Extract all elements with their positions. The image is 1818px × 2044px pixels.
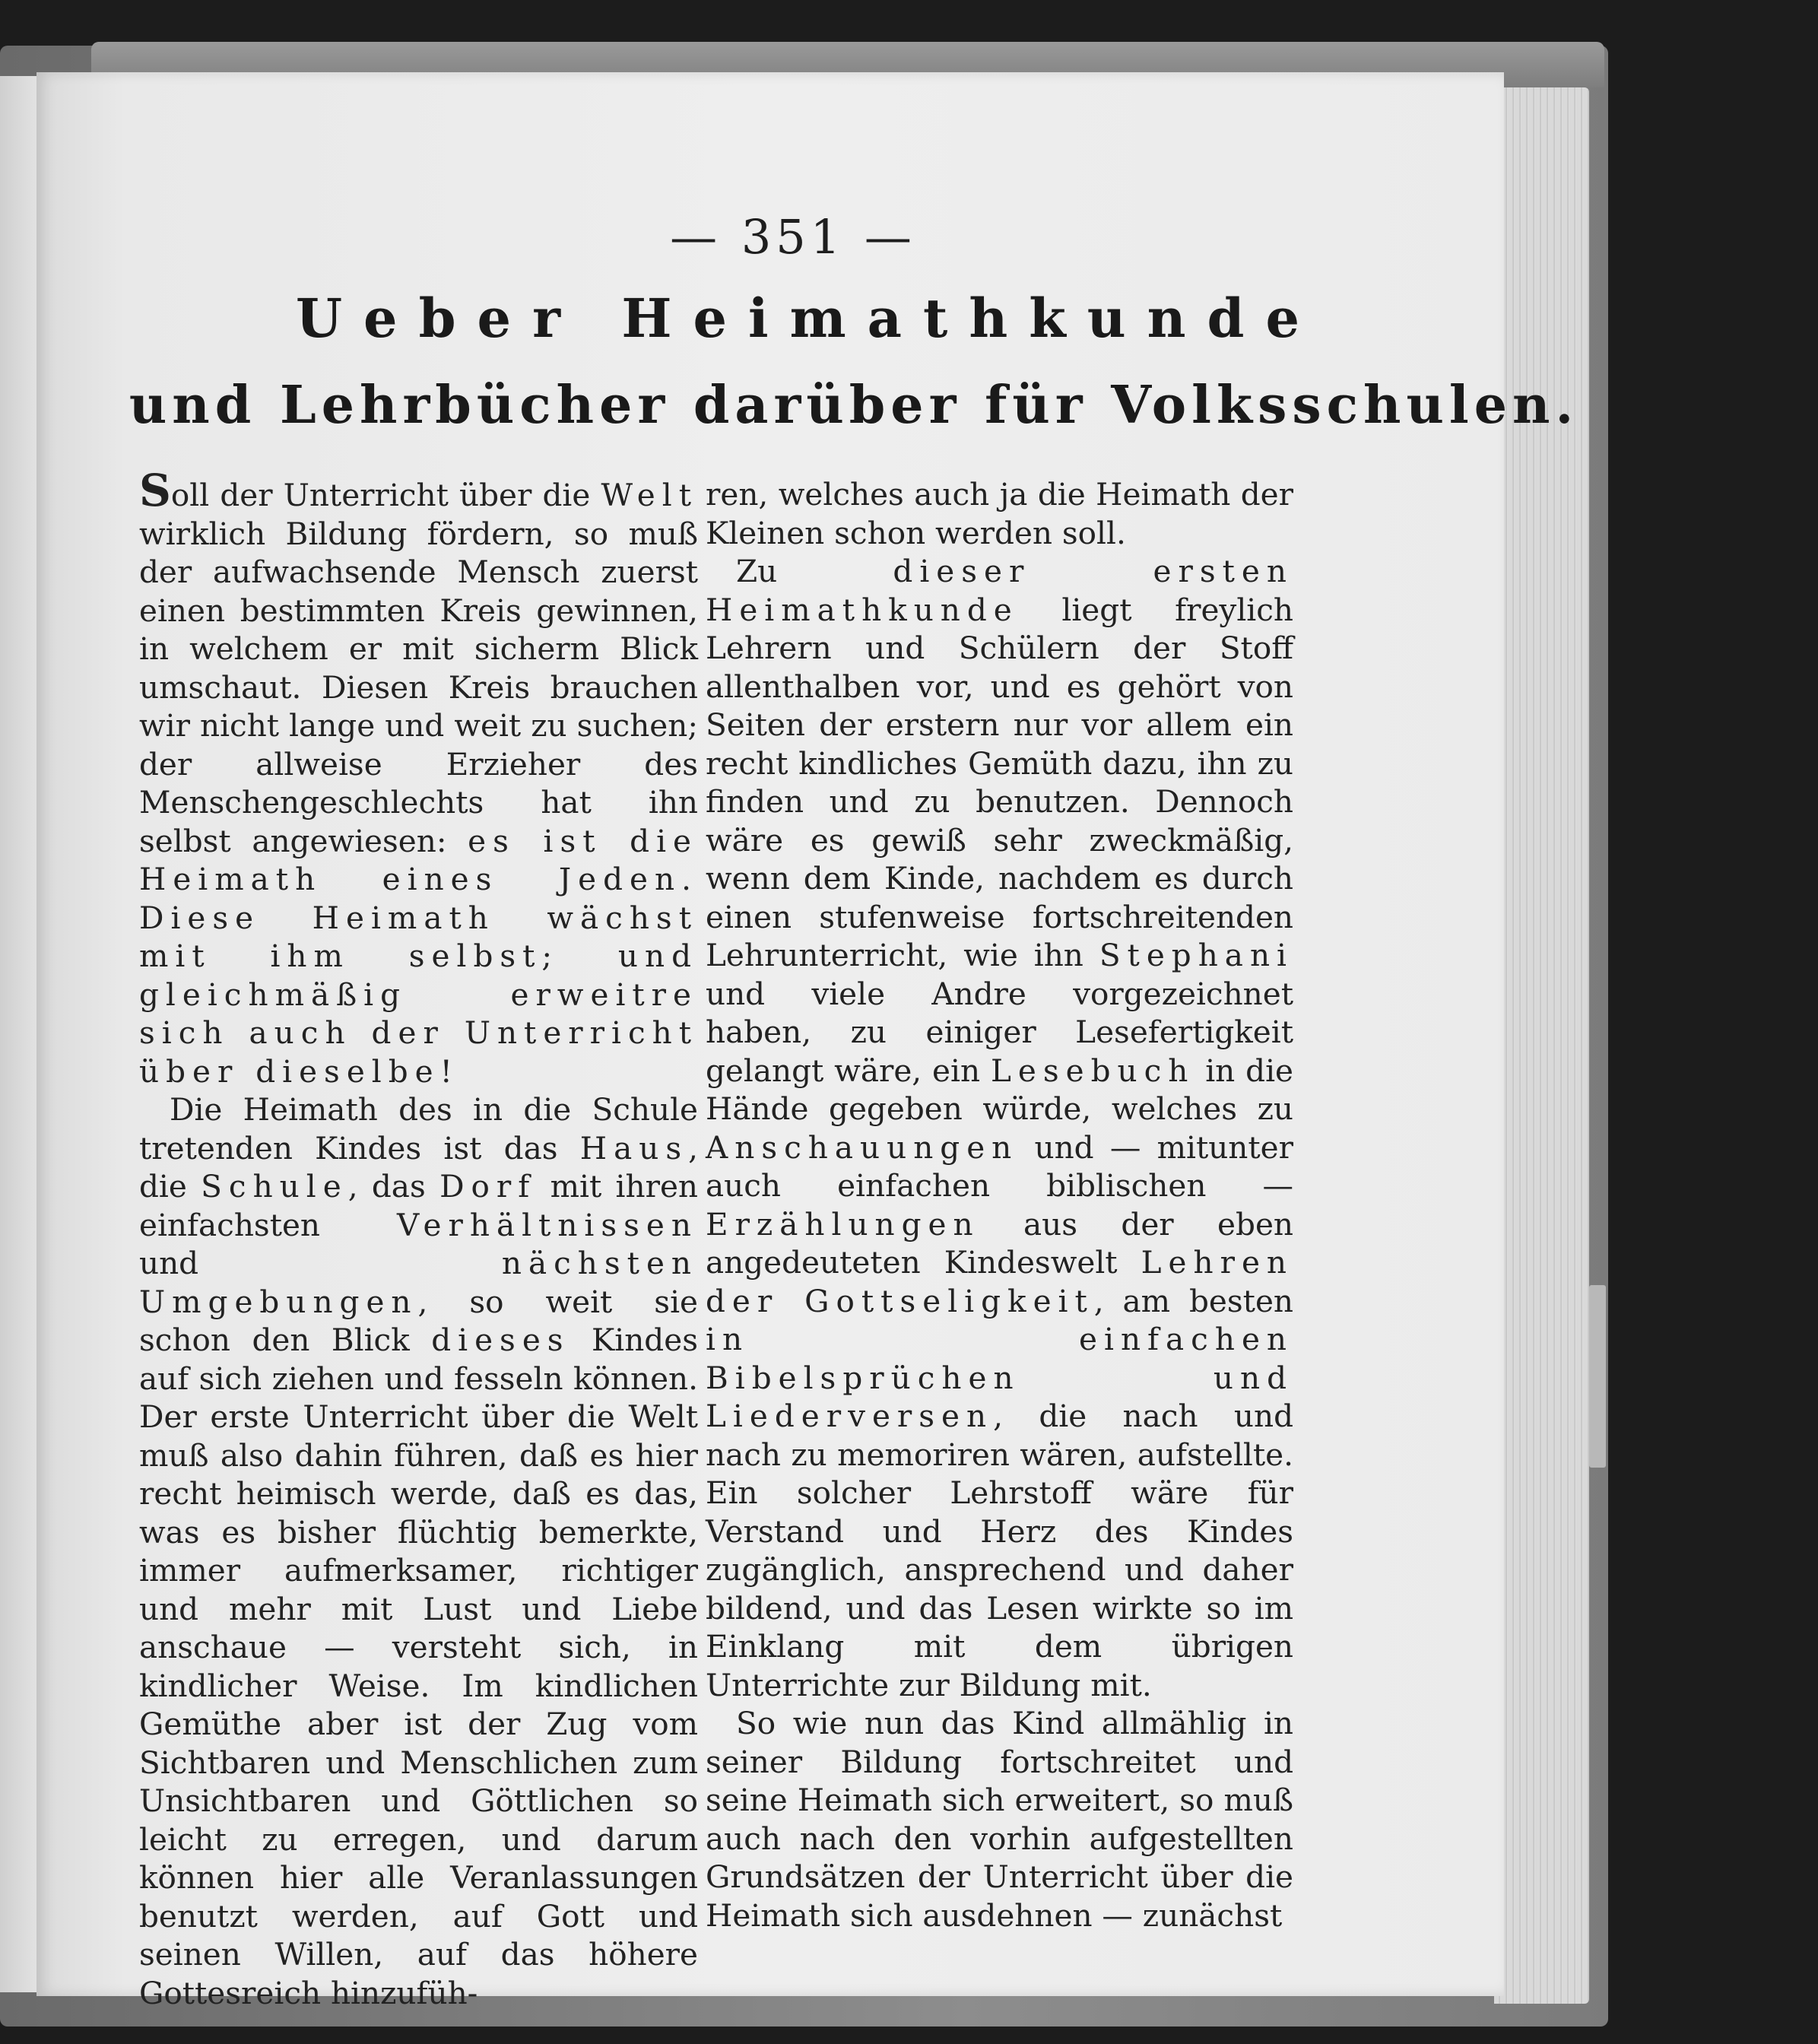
spaced-emphasis: Anschauungen — [706, 1128, 1019, 1166]
chapter-title-line-1: Ueber Heimathkunde — [296, 287, 1321, 350]
text-run: und viele Andre vorgezeichnet haben, zu einiger Lesefertigkeit gelangt wäre, ein — [706, 975, 1293, 1089]
page-clip — [1589, 1285, 1606, 1468]
spaced-emphasis: Stephani — [1099, 937, 1293, 973]
text-run: aus der eben angedeuteten Kindeswelt — [706, 1205, 1293, 1281]
spaced-emphasis: Lehren der Gottseligkeit — [706, 1244, 1293, 1319]
text-run: , am besten — [1093, 1282, 1293, 1319]
text-run: , die nach und nach zu memoriren wären, aufstellte. Ein solcher Lehrstoff wäre für Verstand und Herz des Kindes zugänglich, ansprechend und daher bildend, und das Lesen wirkte so im Einklang mit dem übrigen Unterrichte zur Bildung mit. — [706, 1398, 1293, 1703]
spaced-emphasis: nächsten Umgebungen — [139, 1245, 698, 1320]
text-run: oll der Unterricht über die — [170, 477, 601, 513]
spaced-emphasis: Schule — [201, 1168, 348, 1204]
text-run: wirklich Bildung fördern, so muß der aufwachsende Mensch zuerst einen bestimmten Kreis gewinnen, in welchem er mit sicherm Blick umschaut. Diesen Kreis brauchen wir nicht lange und weit zu suchen; der allweise Erzieher des Menschengeschlechts hat ihn selbst angewiesen: — [139, 515, 698, 859]
spaced-emphasis: es ist die Heimath eines Jeden. Diese Heimath wächst mit ihm selbst; und gleichmäßig erweitre sich auch der Unterricht über dieselbe! — [139, 822, 698, 1090]
spaced-emphasis: in einfachen Bibelsprüchen und Liederversen — [706, 1321, 1293, 1434]
text-column-left — [139, 465, 698, 2012]
paragraph — [706, 552, 1293, 1704]
page-number: — 351 — — [670, 209, 916, 265]
paragraph: ren, welches auch ja die Heimath der Kleinen schon werden soll. — [706, 476, 1293, 551]
text-run: und — [139, 1245, 502, 1281]
text-run: , so weit sie schon den Blick — [139, 1283, 698, 1358]
spaced-emphasis: Haus — [579, 1129, 689, 1166]
spaced-emphasis: dieses — [431, 1322, 570, 1358]
book-page — [36, 72, 1579, 2011]
paragraph — [139, 465, 698, 1090]
spaced-emphasis: Erzählungen — [706, 1205, 980, 1243]
spaced-emphasis: Welt — [601, 477, 698, 513]
facing-page-edge — [0, 76, 38, 1992]
text-run: mit ihren einfachsten — [139, 1168, 698, 1243]
text-column-right — [706, 475, 1293, 1934]
text-run: Die Heimath des in die Schule tretenden Kindes ist das — [139, 1091, 698, 1166]
spaced-emphasis: Lesebuch — [990, 1052, 1195, 1089]
text-run: in die Hände gegeben würde, welches zu — [706, 1052, 1293, 1127]
text-run: liegt freylich Lehrern und Schülern der Stoff allenthalben vor, und es gehört von Seiten der erstern nur vor allem ein recht kindliches Gemüth dazu, ihn zu finden und zu benutzen. Dennoch wäre es gewiß sehr zweckmäßig, wenn dem Kinde, nachdem es durch einen stufenweise fortschreitenden Lehrunterricht, wie ihn — [706, 591, 1293, 973]
drop-cap: S — [139, 465, 171, 516]
chapter-title-line-2: und Lehrbücher darüber für Volksschulen. — [128, 375, 1579, 436]
spaced-emphasis: dieser ersten Heimathkunde — [706, 553, 1293, 628]
paragraph — [139, 1090, 698, 2012]
text-run: Kindes auf sich ziehen und fesseln können. Der erste Unterricht über die Welt muß also dahin führen, daß es hier recht heimisch werde, daß es das, was es bisher flüchtig bemerkte, immer aufmerksamer, richtiger und mehr mit Lust und Liebe anschaue — versteht sich, in kindlicher Weise. Im kindlichen Gemüthe aber ist der Zug vom Sichtbaren und Menschlichen zum Unsichtbaren und Göttlichen so leicht zu erregen, und darum können hier alle Veranlassungen benutzt werden, auf Gott und seinen Willen, auf das höhere Gottesreich hinzufüh- — [139, 1322, 698, 2011]
paragraph: So wie nun das Kind allmählig in seiner Bildung fortschreitet und seine Heimath sich erweitert, so muß auch nach den vorhin aufgestellten Grundsätzen der Unterricht über die Heimath sich ausdehnen — zunächst — [706, 1705, 1293, 1934]
text-run: und — mitunter auch einfachen biblischen — — [706, 1128, 1293, 1204]
spaced-emphasis: Verhältnissen — [397, 1206, 698, 1243]
text-run: , das — [347, 1168, 440, 1204]
text-run: , die — [139, 1129, 698, 1204]
spaced-emphasis: Dorf — [439, 1168, 537, 1204]
text-run: Zu — [736, 553, 893, 589]
